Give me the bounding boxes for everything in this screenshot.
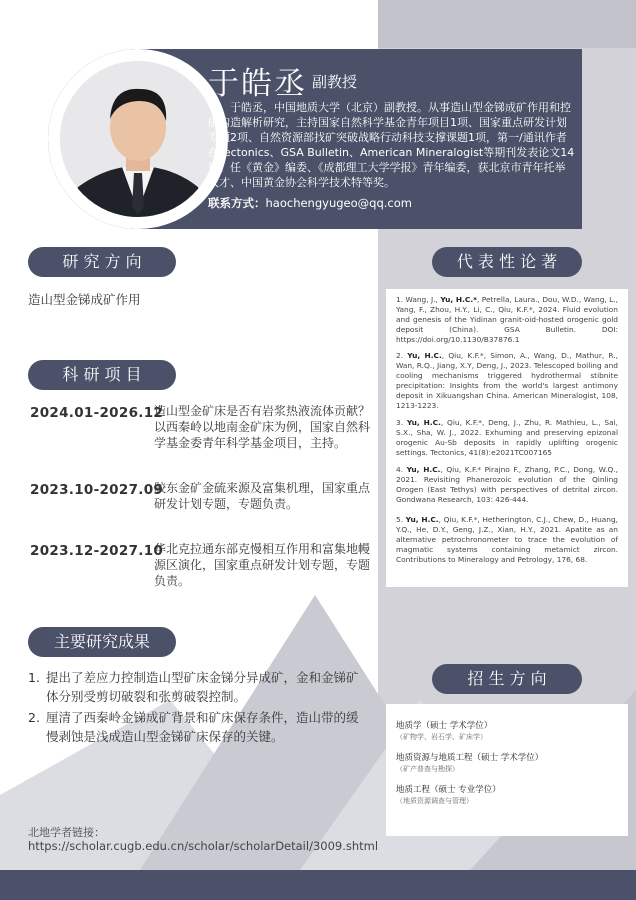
enroll-field: （地质资源调查与管理） <box>396 797 473 805</box>
project-description: 胶东金矿金硫来源及富集机理，国家重点研发计划专题，专题负责。 <box>154 481 371 511</box>
enroll-item <box>396 784 622 807</box>
section-title-results: 主要研究成果 <box>28 627 176 657</box>
paper-entry: 2. Yu, H.C., Qiu, K.F.*, Simon, A., Wang, D., Mathur, R., Wan, R.Q., Jiang, X.Y, Deng, J., 2023. Telescoped boiling and cooling mechanisms triggered hydrothermal stibnite precipitation: Insights from the world's largest antimony deposit in Xikuangshan China. American Mineralogist, 108, 1213-1223. <box>396 351 618 410</box>
enroll-degree: 地质资源与地质工程（硕士 学术学位） <box>396 753 544 763</box>
project-date: 2023.10-2027.09 <box>30 482 164 498</box>
paper-entry: 4. Yu, H.C., Qiu, K.F.* Pirajno F., Zhang, P.C., Dong, W.Q., 2021. Revisiting Phanerozoic evolution of the Qinling Orogen (East Tethys) with perspectives of detrital zircon. Gondwana Research, 103: 426-444. <box>396 465 619 504</box>
contact-line <box>208 195 412 211</box>
result-text: 厘清了西秦岭金锑成矿背景和矿床保存条件，造山带的缓慢剥蚀是浅成造山型金锑矿床保存的关键。 <box>46 710 359 744</box>
result-text: 提出了差应力控制造山型矿床金锑分异成矿，金和金锑矿体分别受剪切破裂和张剪破裂控制。 <box>46 670 359 704</box>
paper-entry: 5. Yu, H.C., Qiu, K.F.*, Hetherington, C.J., Chew, D., Huang, Y.Q., He, D.Y., Geng, J.Z., Xian, H.Y., 2021. Apatite as an alternative petrochronometer to trace the evolution of magmatic systems containing metamict zircon. Contributions to Mineralogy and Petrology, 176, 68. <box>396 515 619 564</box>
biography-text: 于皓丞，中国地质大学（北京）副教授。从事造山型金锑成矿作用和控矿构造解析研究，主持国家自然科学基金青年项目1项、国家重点研发计划专题2项、自然资源部找矿突破战略行动科技支撑课题1项，第一/通讯作者在Tectonics、GSA Bulletin、American Mineralogist等期刊发表论文14篇。任《黄金》编委、《成都理工大学学报》青年编委，获北京市青年托举人才、中国黄金协会科学技术特等奖。 <box>208 101 575 189</box>
section-title-research: 研 究 方 向 <box>28 247 176 277</box>
paper-entry: 1. Wang, J., Yu, H.C.*, Petrella, Laura., Dou, W.D., Wang, L., Yang, F., Zhou, H.Y., Li, C., Qiu, K.F.*, 2024. Fluid evolution and genesis of the Yidinan granit-oid-hosted orogenic gold deposit (China). GSA Bulletin. DOI: https://doi.org/10.1130/B37876.1 <box>396 295 618 344</box>
enroll-field: （矿产普查与勘探） <box>396 765 459 773</box>
list-number: 2. <box>28 710 40 725</box>
person-name: 于皓丞 <box>208 66 307 102</box>
academic-rank: 副教授 <box>312 73 358 91</box>
list-number: 1. <box>28 670 40 685</box>
section-title-papers: 代 表 性 论 著 <box>432 247 582 277</box>
profile-photo <box>60 61 216 217</box>
enroll-item <box>396 720 622 743</box>
section-title-projects: 科 研 项 目 <box>28 360 176 390</box>
paper-entry: 3. Yu, H.C., Qiu, K.F.*, Deng, J., Zhu, R. Mathieu, L., Sai, S.X., Sha, W. J., 2022. Exhuming and preserving epizonal orogenic Au-Sb deposits in rapidly uplifting orogenic settings. Tectonics, 41(8):e2021TC007165 <box>396 418 619 457</box>
section-title-enroll: 招 生 方 向 <box>432 664 582 694</box>
enroll-field: （矿物学、岩石学、矿床学） <box>396 733 487 741</box>
enroll-degree: 地质工程（硕士 专业学位） <box>396 785 501 795</box>
project-description: 造山型金矿床是否有岩浆热液流体贡献？以西秦岭以地南金矿床为例，国家自然科学基金委青年科学基金项目，主持。 <box>154 404 371 450</box>
scholar-link[interactable]: https://scholar.cugb.edu.cn/scholar/scholarDetail/3009.shtml <box>28 839 379 853</box>
project-date: 2023.12-2027.10 <box>30 543 164 559</box>
footer-bar <box>0 870 636 900</box>
research-direction-text: 造山型金锑成矿作用 <box>28 292 141 307</box>
enroll-item <box>396 752 622 775</box>
enroll-degree: 地质学（硕士 学术学位） <box>396 721 493 731</box>
results-list <box>28 668 370 748</box>
project-date: 2024.01-2026.12 <box>30 405 164 421</box>
scholar-link-label: 北地学者链接： <box>28 826 105 839</box>
contact-label: 联系方式： <box>208 196 266 210</box>
list-item <box>28 708 370 746</box>
contact-email: haochengyugeo@qq.com <box>265 196 412 210</box>
list-item <box>28 668 370 706</box>
project-description: 华北克拉通东部克慢相互作用和富集地幔源区演化，国家重点研发计划专题，专题负责。 <box>154 542 371 588</box>
